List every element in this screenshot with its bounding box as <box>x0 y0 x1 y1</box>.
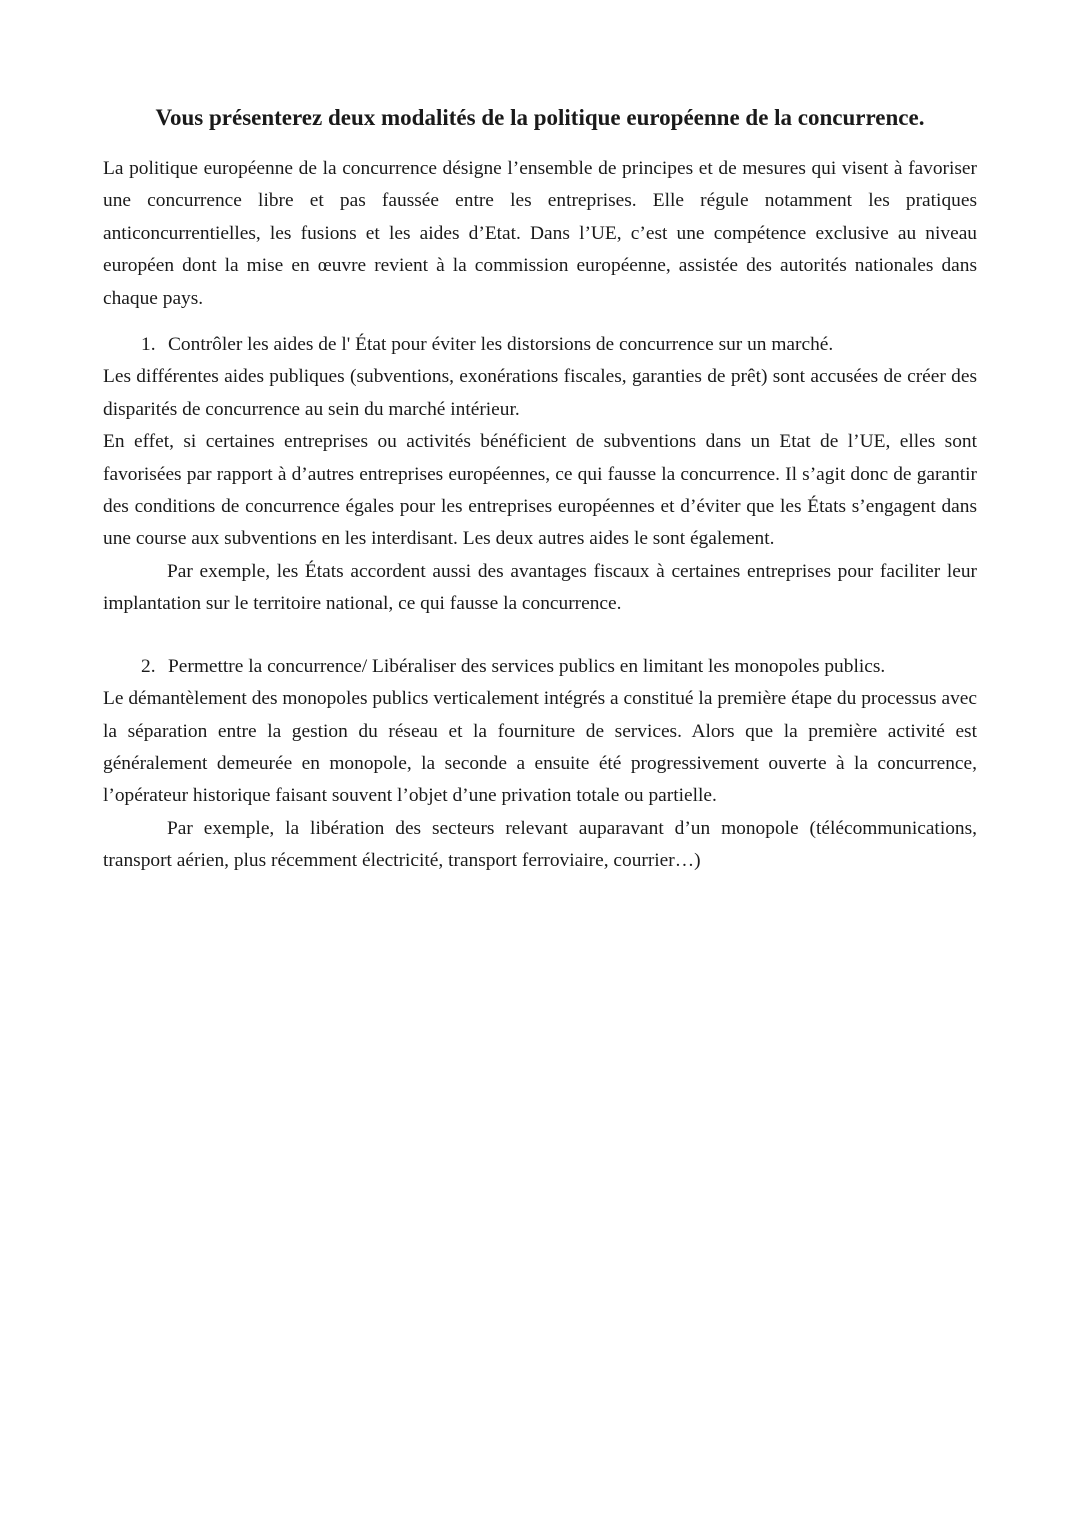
spacer <box>103 621 977 651</box>
spacer <box>103 315 977 329</box>
intro-paragraph: La politique européenne de la concurrence désigne l’ensemble de principes et de mesures qui visent à favoriser une concurrence libre et pas faussée entre les entreprises. Elle régule notamment les pratiques anticoncurrentielles, les fusions et les aides d’Etat. Dans l’UE, c’est une compétence exclusive au niveau européen dont la mise en œuvre revient à la commission européenne, assistée des autorités nationales dans chaque pays. <box>103 158 977 309</box>
section-heading-text: Contrôler les aides de l' État pour éviter les distorsions de concurrence sur un marché. <box>168 334 834 356</box>
section-heading <box>103 329 977 361</box>
section-2 <box>103 651 977 878</box>
section-paragraph: Le démantèlement des monopoles publics verticalement intégrés a constitué la première étape du processus avec la séparation entre la gestion du réseau et la fourniture de services. Alors que la première activité est généralement demeurée en monopole, la seconde a ensuite été progressivement ouverte à la concurrence, l’opérateur historique faisant souvent l’objet d’une privation totale ou partielle. <box>103 688 977 807</box>
example-paragraph: Par exemple, la libération des secteurs relevant auparavant d’un monopole (télécommunications, transport aérien, plus récemment électricité, transport ferroviaire, courrier…) <box>103 817 977 872</box>
document-title: Vous présenterez deux modalités de la politique européenne de la concurrence. <box>155 105 925 130</box>
section-heading-text: Permettre la concurrence/ Libéraliser des services publics en limitant les monopoles publics. <box>168 655 886 677</box>
section-heading <box>103 651 977 683</box>
section-number: 1. <box>141 334 156 356</box>
section-paragraph: En effet, si certaines entreprises ou activités bénéficient de subventions dans un Etat de l’UE, elles sont favorisées par rapport à d’autres entreprises européennes, ce qui fausse la concurrence. Il s’agit donc de garantir des conditions de concurrence égales pour les entreprises européennes et d’éviter que les États s’engagent dans une course aux subventions en les interdisant. Les deux autres aides le sont également. <box>103 431 977 550</box>
section-1 <box>103 329 977 621</box>
section-paragraph: Les différentes aides publiques (subventions, exonérations fiscales, garanties de prêt) sont accusées de créer des disparités de concurrence au sein du marché intérieur. <box>103 366 977 420</box>
section-number: 2. <box>141 655 156 677</box>
example-paragraph: Par exemple, les États accordent aussi des avantages fiscaux à certaines entreprises pour faciliter leur implantation sur le territoire national, ce qui fausse la concurrence. <box>103 560 977 615</box>
document-page <box>103 100 977 878</box>
